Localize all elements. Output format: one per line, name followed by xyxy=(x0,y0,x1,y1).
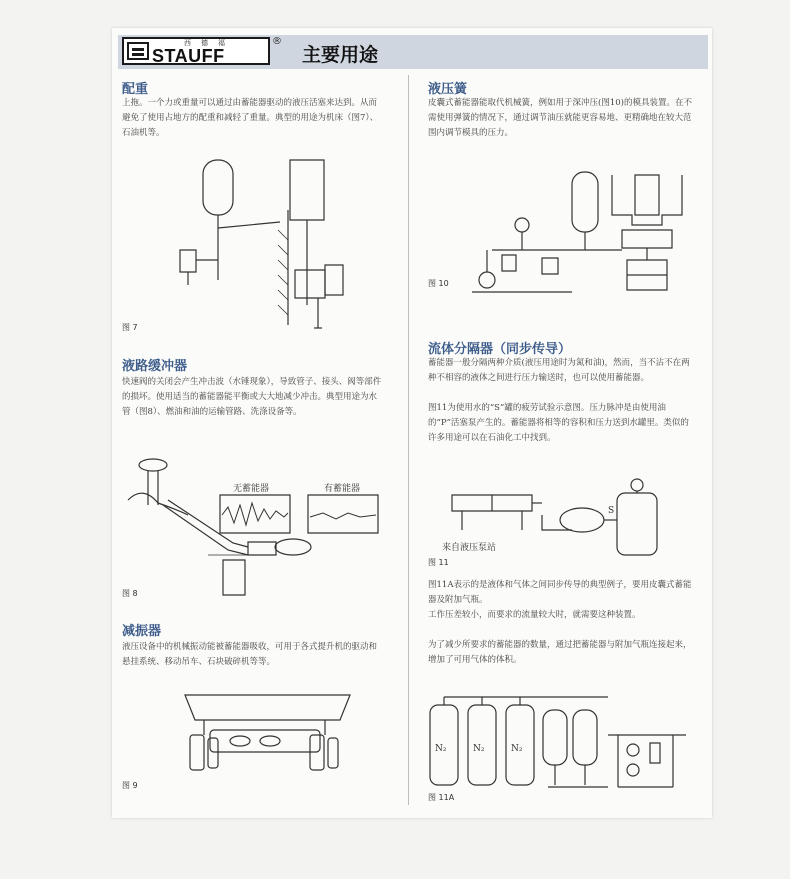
para-fluid-separator-2: 图11为使用水的“S”罐的疲劳试验示意图。压力脉冲是由使用油的“P”活塞泵产生的。蓄能器将相等的容积和压力送到水罐里。类似的许多用途可以在石油化工中找到。 xyxy=(428,403,689,443)
figure-11a-diagram xyxy=(428,695,690,795)
para-sync-transfer-1: 图11A表示的是液体和气体之间同步传导的典型例子，要用皮囊式蓄能器及附加气瓶。 xyxy=(428,580,692,605)
para-shock-absorber: 液压设备中的机械振动能被蓄能器吸收，可用于各式提升机的驱动和悬挂系统、移动吊车、石块破碎机等等。 xyxy=(122,642,378,667)
heading-fluid-separator: 流体分隔器（同步传导） xyxy=(428,342,572,357)
n2-label-2: N₂ xyxy=(473,744,485,754)
n2-label-3: N₂ xyxy=(511,744,523,754)
figure-9-label: 图 9 xyxy=(122,781,138,790)
para-sync-transfer-3: 为了减少所要求的蓄能器的数量，通过把蓄能器与附加气瓶连接起来，增加了可用气体的体积。 xyxy=(428,640,692,665)
para-fluid-separator-1: 蓄能器一般分隔两种介质(液压用途时为氮和油)，然而，当不沾不在两种不相容的液体之间进行压力输送时，也可以使用蓄能器。 xyxy=(428,358,690,383)
logo-text: STAUFF xyxy=(152,46,225,66)
para-surge-damper: 快速阀的关闭会产生冲击波（水锤现象），导致管子、接头、阀等部件的损坏。使用适当的蓄能器能平衡或大大地减少冲击。典型用途为水管（图8）、燃油和油的运输管路、洗涤设备等。 xyxy=(122,377,382,417)
figure-8-diagram xyxy=(128,455,388,600)
heading-hydraulic-spring: 液压簧 xyxy=(428,82,468,97)
figure-7-diagram xyxy=(170,150,360,330)
figure-11a-label: 图 11A xyxy=(428,793,455,802)
page-title: 主要用途 xyxy=(302,44,379,66)
logo-mark-icon xyxy=(127,42,149,60)
figure-10-label: 图 10 xyxy=(428,279,449,288)
column-divider xyxy=(408,75,409,805)
heading-counterweight: 配重 xyxy=(122,82,149,97)
figure-11-label: 图 11 xyxy=(428,558,449,567)
registered-mark: ® xyxy=(272,36,282,47)
label-without-accumulator: 无蓄能器 xyxy=(233,484,270,494)
label-from-hydraulic-pump: 来自液压泵站 xyxy=(442,543,497,553)
figure-9-diagram xyxy=(180,690,360,780)
figure-11-diagram xyxy=(432,475,692,560)
label-with-accumulator: 有蓄能器 xyxy=(324,484,361,494)
n2-label-1: N₂ xyxy=(435,744,447,754)
figure-10-diagram xyxy=(472,170,692,300)
heading-surge-damper: 液路缓冲器 xyxy=(122,359,188,374)
label-s-tank: S xyxy=(608,506,615,516)
para-hydraulic-spring: 皮囊式蓄能器能取代机械簧，例如用于深冲压(图10)的模具装置。在不需使用弹簧的情况下，通过调节油压就能更容易地、更精确地在较大范围内调节模具的压力。 xyxy=(428,98,692,138)
figure-7-label: 图 7 xyxy=(122,323,138,332)
stauff-logo xyxy=(122,37,270,65)
logo-chinese: 西德福 xyxy=(184,39,235,47)
heading-shock-absorber: 减振器 xyxy=(122,624,162,639)
para-counterweight: 上拖。一个力或重量可以通过由蓄能器驱动的液压活塞来达到。从而避免了使用占地方的配重和减轻了重量。典型的用途为机床（图7）、石油机等。 xyxy=(122,98,379,138)
figure-8-label: 图 8 xyxy=(122,589,138,598)
para-sync-transfer-2: 工作压差较小，而要求的流量较大时，就需要这种装置。 xyxy=(428,610,641,620)
